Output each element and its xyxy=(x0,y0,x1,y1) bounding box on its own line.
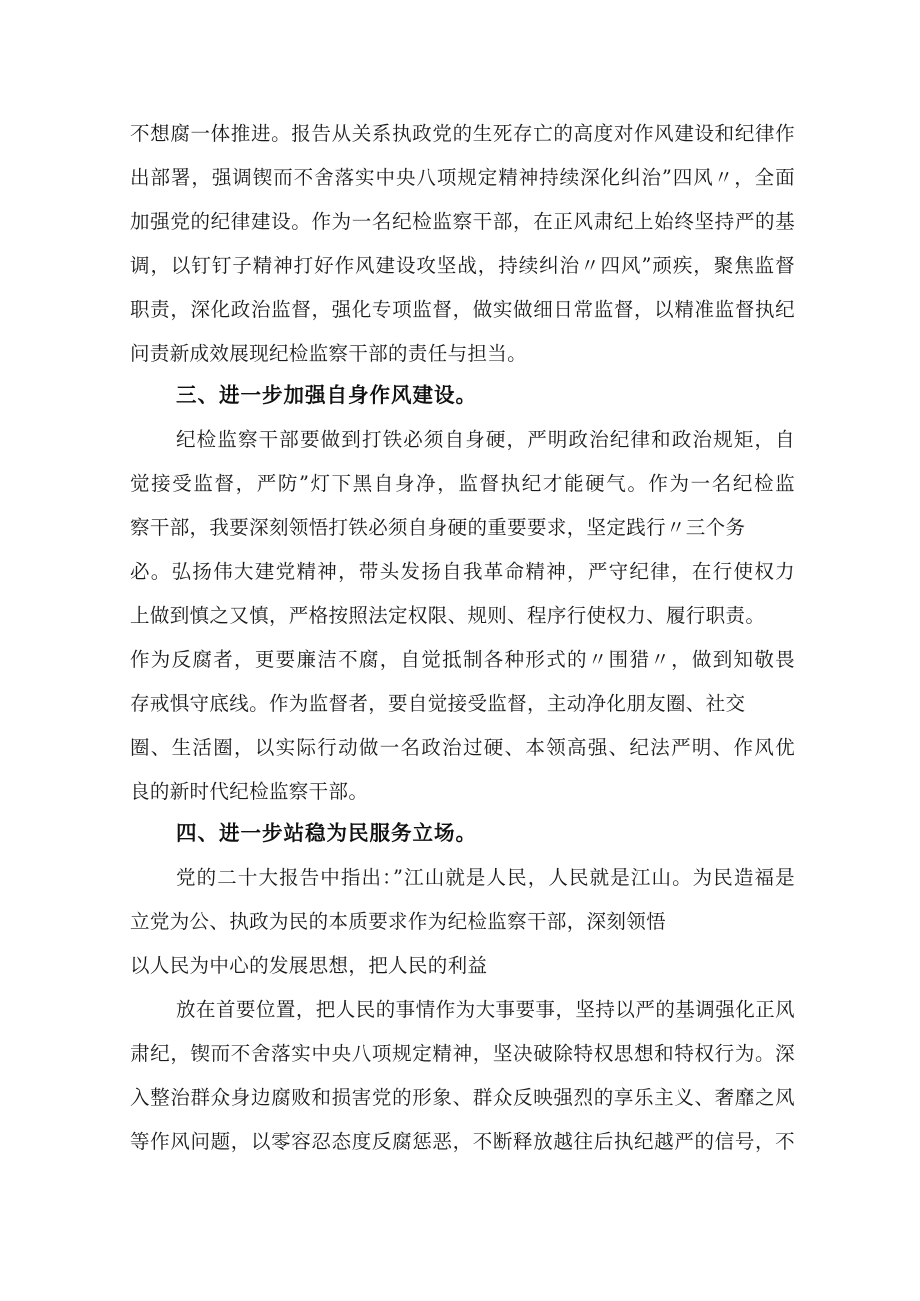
paragraph-line: 作为反腐者，更要廉洁不腐，自觉抵制各种形式的〃围猎〃，做到知敬畏 xyxy=(130,648,795,671)
paragraph-line: 出部署，强调锲而不舍落实中央八项规定精神持续深化纠治”四风〃，全面 xyxy=(130,166,795,189)
paragraph-line: 肃纪，锲而不舍落实中央八项规定精神，坚决破除特权思想和特权行为。深 xyxy=(130,1042,795,1065)
section-heading-4: 四、进一步站稳为民服务立场。 xyxy=(176,821,477,845)
paragraph-line: 党的二十大报告中指出：”江山就是人民，人民就是江山。为民造福是 xyxy=(176,866,795,889)
paragraph-line: 不想腐一体推进。报告从关系执政党的生死存亡的高度对作风建设和纪律作 xyxy=(130,122,795,145)
paragraph-line: 纪检监察干部要做到打铁必须自身硬，严明政治纪律和政治规矩，自 xyxy=(176,428,795,451)
paragraph-line: 以人民为中心的发展思想，把人民的利益 xyxy=(130,954,488,977)
section-heading-3: 三、进一步加强自身作风建设。 xyxy=(176,383,477,407)
paragraph-line: 入整治群众身边腐败和损害党的形象、群众反映强烈的享乐主义、奢靡之风 xyxy=(130,1086,795,1109)
paragraph-line: 加强党的纪律建设。作为一名纪检监察干部，在正风肃纪上始终坚持严的基 xyxy=(130,210,795,233)
paragraph-line: 放在首要位置，把人民的事情作为大事要事，坚持以严的基调强化正风 xyxy=(176,998,795,1021)
paragraph-line: 等作风问题，以零容忍态度反腐惩恶，不断释放越往后执纪越严的信号，不 xyxy=(130,1130,795,1153)
paragraph-line: 察干部，我要深刻领悟打铁必须自身硬的重要要求，坚定践行〃三个务 xyxy=(130,516,746,539)
paragraph-line: 问责新成效展现纪检监察干部的责任与担当。 xyxy=(130,342,528,365)
paragraph-line: 上做到慎之又慎，严格按照法定权限、规则、程序行使权力、履行职责。 xyxy=(130,604,766,627)
paragraph-line: 良的新时代纪检监察干部。 xyxy=(130,780,369,803)
paragraph-line: 存戒惧守底线。作为监督者，要自觉接受监督，主动净化朋友圈、社交 xyxy=(130,692,746,715)
paragraph-line: 圈、生活圈，以实际行动做一名政治过硬、本领高强、纪法严明、作风优 xyxy=(130,736,795,759)
paragraph-line: 必。弘扬伟大建党精神，带头发扬自我革命精神，严守纪律，在行使权力 xyxy=(130,560,795,583)
paragraph-line: 立党为公、执政为民的本质要求作为纪检监察干部，深刻领悟 xyxy=(130,910,666,933)
paragraph-line: 调，以钉钉子精神打好作风建设攻坚战，持续纠治〃四风”顽疾，聚焦监督 xyxy=(130,254,795,277)
paragraph-line: 觉接受监督，严防”灯下黑自身净，监督执纪才能硬气。作为一名纪检监 xyxy=(130,472,795,495)
paragraph-line: 职责，深化政治监督，强化专项监督，做实做细日常监督，以精准监督执纪 xyxy=(130,298,795,321)
